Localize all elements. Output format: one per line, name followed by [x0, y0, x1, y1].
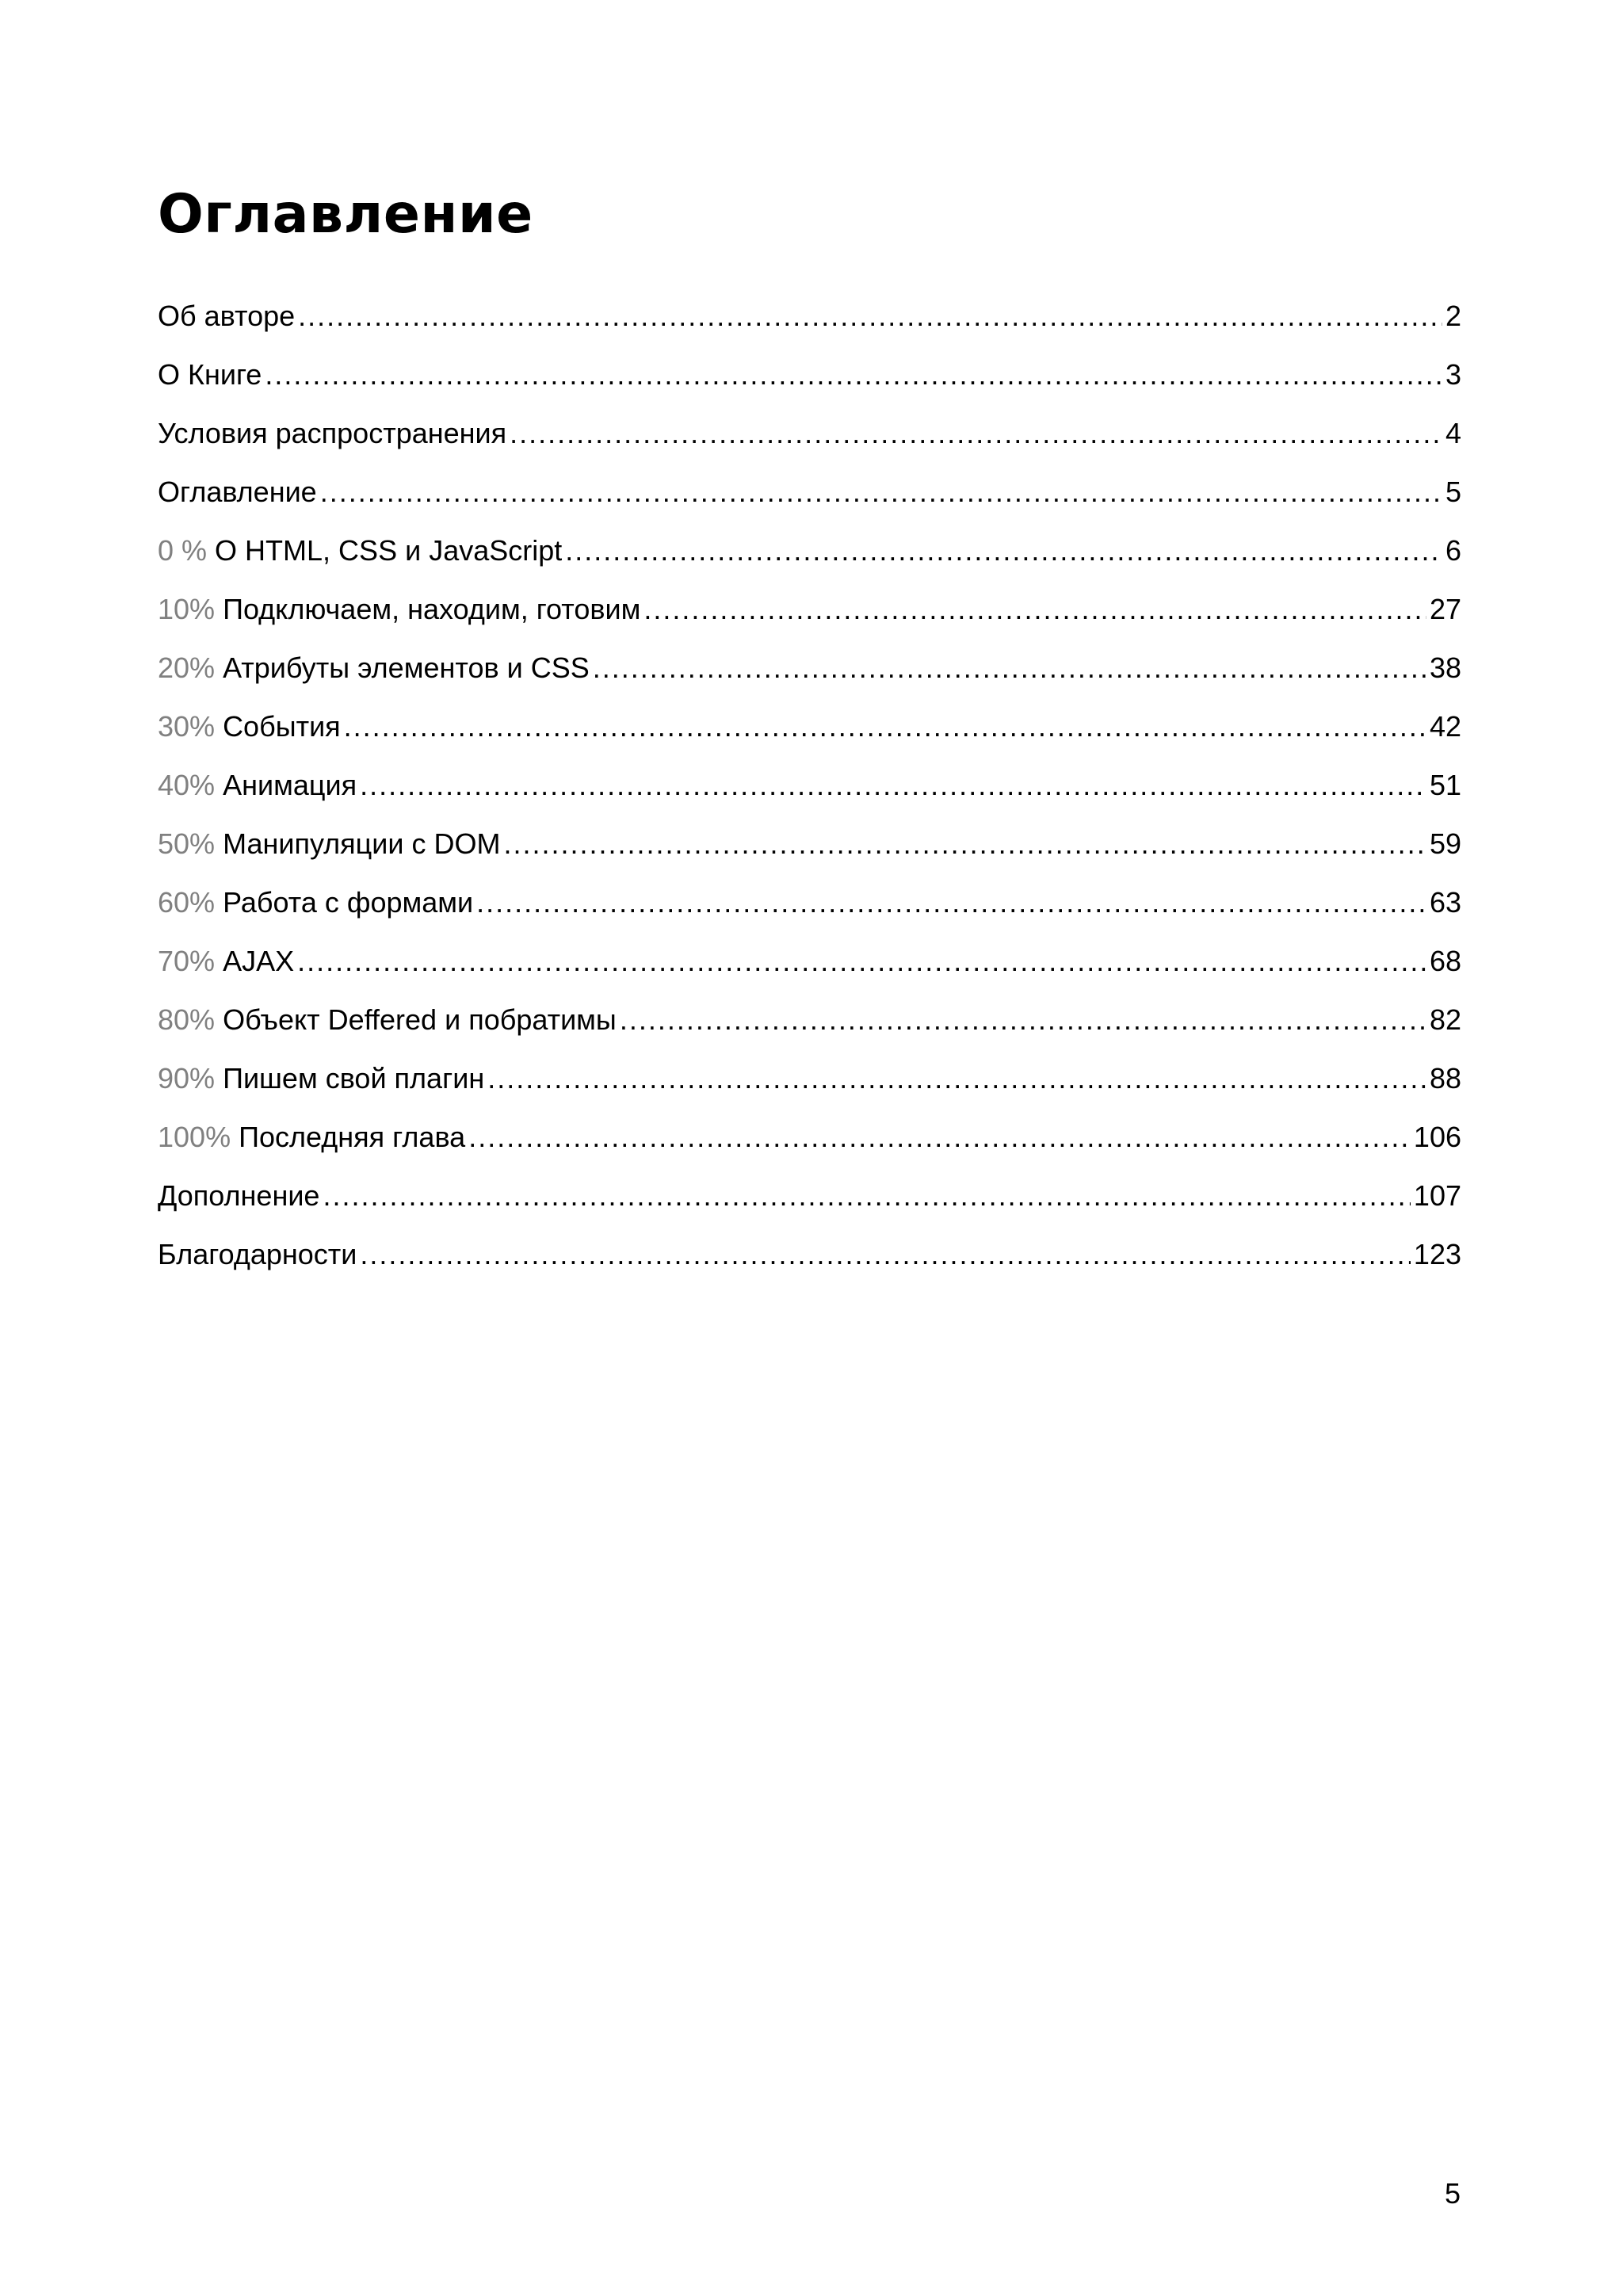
toc-entry-page: 42: [1429, 710, 1461, 743]
toc-entry[interactable]: [158, 821, 1461, 880]
toc-entry[interactable]: [158, 1056, 1461, 1114]
toc-entry-page: 4: [1445, 417, 1461, 449]
toc-entry-label: AJAX: [223, 945, 295, 977]
toc-entry-percent: 100%: [158, 1121, 231, 1153]
toc-entry-label: Последняя глава: [239, 1121, 466, 1153]
toc-dot-leader: [360, 762, 1426, 808]
toc-entry-page: 123: [1413, 1238, 1461, 1270]
toc-entry[interactable]: [158, 704, 1461, 762]
toc-entry[interactable]: [158, 1173, 1461, 1232]
toc-dot-leader: [620, 997, 1426, 1043]
toc-entry-page: 27: [1429, 593, 1461, 625]
toc-entry-label: Об авторе: [158, 300, 296, 332]
toc-entry-percent: 90%: [158, 1062, 216, 1095]
toc-entry-label: Дополнение: [158, 1179, 320, 1212]
toc-entry-page: 6: [1445, 534, 1461, 567]
toc-entry[interactable]: [158, 645, 1461, 704]
toc-entry-percent: 70%: [158, 945, 216, 977]
page-number: 5: [1444, 2177, 1461, 2210]
toc-dot-leader: [298, 293, 1442, 339]
toc-dot-leader: [265, 352, 1442, 398]
toc-entry-label: Условия распространения: [158, 417, 507, 449]
table-of-contents: [158, 293, 1461, 1290]
toc-dot-leader: [643, 586, 1426, 632]
toc-entry[interactable]: [158, 1114, 1461, 1173]
toc-entry-label: Анимация: [223, 769, 357, 801]
toc-dot-leader: [593, 645, 1426, 691]
toc-dot-leader: [360, 1232, 1411, 1278]
toc-dot-leader: [504, 821, 1426, 867]
toc-entry-label: Работа с формами: [223, 886, 474, 919]
toc-entry-label: Оглавление: [158, 476, 317, 508]
toc-dot-leader: [476, 880, 1426, 926]
toc-entry[interactable]: [158, 997, 1461, 1056]
toc-dot-leader: [510, 411, 1442, 457]
toc-entry-percent: 10%: [158, 593, 216, 625]
toc-entry[interactable]: [158, 293, 1461, 352]
toc-entry-page: 107: [1413, 1179, 1461, 1212]
toc-entry[interactable]: [158, 469, 1461, 528]
toc-entry-page: 59: [1429, 827, 1461, 860]
toc-entry-page: 51: [1429, 769, 1461, 801]
toc-entry[interactable]: [158, 1232, 1461, 1290]
toc-entry-percent: 30%: [158, 710, 216, 743]
toc-entry-page: 5: [1445, 476, 1461, 508]
toc-entry-percent: 0 %: [158, 534, 208, 567]
toc-entry-page: 106: [1413, 1121, 1461, 1153]
toc-entry[interactable]: [158, 762, 1461, 821]
toc-entry-label: Пишем свой плагин: [223, 1062, 485, 1095]
toc-entry-page: 88: [1429, 1062, 1461, 1095]
toc-entry-label: Манипуляции с DOM: [223, 827, 501, 860]
toc-entry-page: 2: [1445, 300, 1461, 332]
toc-dot-leader: [468, 1114, 1411, 1160]
page-title: Оглавление: [158, 183, 533, 246]
toc-dot-leader: [323, 1173, 1410, 1219]
toc-entry-label: Атрибуты элементов и CSS: [223, 651, 590, 684]
toc-entry-label: Подключаем, находим, готовим: [223, 593, 641, 625]
toc-entry[interactable]: [158, 352, 1461, 411]
toc-entry[interactable]: [158, 880, 1461, 938]
toc-dot-leader: [344, 704, 1426, 750]
toc-entry-page: 82: [1429, 1003, 1461, 1036]
toc-entry-percent: 60%: [158, 886, 216, 919]
toc-entry-page: 63: [1429, 886, 1461, 919]
toc-entry-page: 38: [1429, 651, 1461, 684]
toc-entry-label: О Книге: [158, 358, 262, 391]
toc-dot-leader: [320, 469, 1442, 515]
toc-entry-percent: 40%: [158, 769, 216, 801]
toc-entry-label: События: [223, 710, 341, 743]
toc-entry[interactable]: [158, 528, 1461, 586]
toc-entry-percent: 50%: [158, 827, 216, 860]
toc-entry-page: 3: [1445, 358, 1461, 391]
toc-dot-leader: [487, 1056, 1426, 1102]
toc-dot-leader: [297, 938, 1426, 984]
toc-entry-label: Объект Deffered и побратимы: [223, 1003, 617, 1036]
toc-entry-label: Благодарности: [158, 1238, 357, 1270]
toc-entry[interactable]: [158, 411, 1461, 469]
toc-entry[interactable]: [158, 938, 1461, 997]
toc-entry-label: О HTML, CSS и JavaScript: [215, 534, 563, 567]
toc-entry-page: 68: [1429, 945, 1461, 977]
toc-dot-leader: [565, 528, 1442, 574]
toc-entry-percent: 80%: [158, 1003, 216, 1036]
toc-entry[interactable]: [158, 586, 1461, 645]
toc-entry-percent: 20%: [158, 651, 216, 684]
